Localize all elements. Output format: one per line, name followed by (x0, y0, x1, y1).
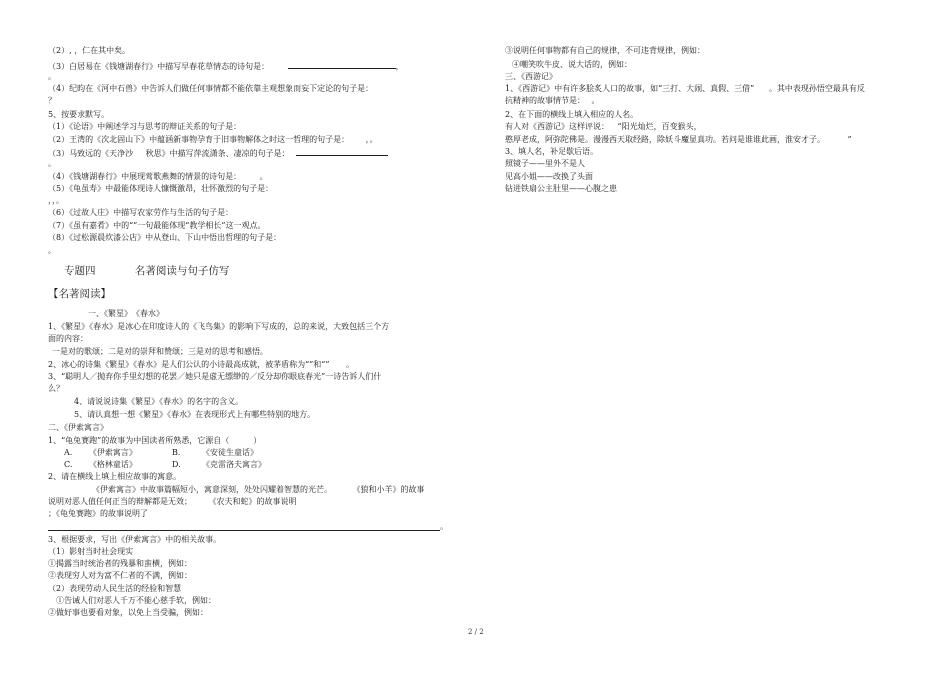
text-line: ？ (48, 96, 56, 105)
question-text: 《狼和小羊》的故事 (352, 485, 425, 494)
text-line: 。 (48, 246, 56, 255)
page-number: 2 / 2 (468, 628, 484, 636)
punctuation: ，。 (365, 135, 378, 144)
answer-blank[interactable] (288, 60, 396, 69)
text-line: 2、在下面的横线上填入相应的人名。 (505, 110, 639, 119)
question-text: 2、冰心的诗集《繁星》《春水》是人们公认的小诗最高成就，被茅盾称为“”和“” (48, 360, 330, 369)
punctuation: ” (847, 135, 852, 144)
text-line (48, 497, 297, 507)
punctuation: 。 (440, 522, 448, 531)
text-line: 5、请认真想一想《繁星》《春水》在表现形式上有哪些特别的地方。 (74, 410, 316, 419)
text-line: 见高小姐——改换了头面 (505, 172, 593, 181)
text-line (48, 147, 388, 159)
question-text: 。其中表现孙悟空最具有反 (768, 84, 865, 93)
question-text: 1、《西游记》中有许多脍炙人口的故事，如“三打、大闹、真假、三借” (505, 84, 755, 93)
answer-blank[interactable] (48, 530, 440, 531)
question-text: （2）王湾的《次北固山下》中蕴涵新事物孕育于旧事物解体之时这一哲理的句子是： (48, 135, 350, 144)
text-line: 。 (48, 72, 56, 81)
text-line: ③说明任何事物都有自己的规律，不可违背规律，例如： (505, 46, 705, 55)
text-line: （1）影射当时社会现实 (48, 547, 134, 556)
text-line (505, 122, 702, 132)
question-text: 憨厚老成，阿弥陀佛是。漫漫西天取经路，除妖斗魔显真功。若问是谁谁此画，淮安才子。 (505, 135, 825, 144)
question-text: 秋思》中描写萍流潇条、凄凉的句子是： (145, 149, 290, 158)
question-text: （4）《钱塘湖春行》中展现莺歌燕舞的情景的诗句是： (48, 172, 242, 181)
punctuation: 。 (591, 96, 600, 105)
text-line: ；《龟兔赛跑》的故事说明了 (48, 509, 148, 518)
question-text: 有人对《西游记》这样评说： (505, 122, 609, 131)
text-line: 3、“聪明人／抛弃你手里幻想的花罢／她只是虚无缥缈的／反分却你眼底春光”一诗告诉人们什 (48, 372, 382, 381)
text-line: ②表现穷人对为富不仁者的不满，例如： (48, 571, 192, 580)
topic-title: 名著阅读与句子仿写 (134, 265, 230, 277)
text-line: （6）《过故人庄》中描写农家劳作与生活的句子是： (48, 208, 234, 217)
option-row (64, 460, 266, 470)
subsection-heading: 一、《繁星》 《春水》 (88, 309, 164, 318)
text-line: ，，。 (48, 196, 64, 205)
option-text[interactable]: 《克雷洛夫寓言》 (202, 460, 266, 469)
punctuation: ， (395, 62, 404, 71)
text-line: 3、根据要求，写出《伊索寓言》中的相关故事。 (48, 535, 222, 544)
option-row (64, 448, 258, 458)
text-line: 面的内容： (48, 334, 88, 343)
question-text: “阳光灿烂，百变猴头， (617, 122, 702, 131)
text-line: 1、《繁星》《春水》是冰心在印度诗人的《飞鸟集》的影响下写成的，总的来说，大致包括三个方 (48, 322, 390, 331)
text-line: 5、按要求默写。 (48, 110, 110, 119)
text-line: 。 (48, 159, 56, 168)
text-line (505, 96, 600, 106)
option-text[interactable]: 《安徒生童话》 (202, 448, 258, 457)
text-line: 照镜子——里外不是人 (505, 159, 585, 168)
answer-blank[interactable] (296, 147, 388, 156)
option-letter: A. (64, 448, 73, 457)
punctuation: 。 (346, 360, 354, 369)
text-line: 一是对的歌颂；二是对的崇拜和赞颂；三是对的思考和感悟。 (52, 347, 268, 356)
text-line (92, 485, 425, 495)
text-line: （2）表现劳动人民生活的经验和智慧 (48, 584, 182, 593)
question-text: （3）马致远的《天净沙 (48, 149, 134, 158)
text-line (505, 135, 852, 145)
text-line: ②做好事也要看对象，以免上当受骗，例如： (48, 608, 208, 617)
text-line: （1）《论语》中阐述学习与思考的辩证关系的句子是： (48, 122, 242, 131)
option-text[interactable]: 《伊索寓言》 (88, 448, 137, 457)
topic-heading (64, 265, 229, 278)
option-letter: D. (172, 460, 181, 469)
text-line (48, 172, 268, 182)
topic-number: 专题四 (64, 265, 96, 277)
text-line (48, 135, 378, 145)
option-letter: B. (172, 448, 181, 457)
text-line: 2、请在横线上填上相应故事的寓意。 (48, 472, 182, 481)
question-text: （3）白居易在《钱塘湖春行》中描写早春花草情态的诗句是： (48, 62, 270, 71)
text-line: 钻进铁扇公主肚里——心腹之患 (505, 184, 617, 193)
option-text[interactable]: 《格林童话》 (88, 460, 137, 469)
text-line: （2）, ，仁在其中矣。 (48, 46, 131, 55)
text-line: （4）纪昀在《河中石兽》中告诉人们做任何事情都不能依靠主观想象而妄下定论的句子是： (48, 84, 374, 93)
question-text: 说明对恶人值任何正当的辩解都是无效； (48, 497, 192, 506)
subsection-heading: 三、《西游记》 (505, 72, 557, 81)
text-line: ①揭露当时统治者的残暴和蛮横，例如： (48, 559, 192, 568)
text-line: （8）《过松源晨炊漆公店》中从登山、下山中悟出哲理的句子是： (48, 233, 282, 242)
text-line: ①告诫人们对恶人千万不能心慈手软，例如： (56, 596, 216, 605)
option-letter: C. (64, 460, 73, 469)
text-line (48, 60, 404, 72)
punctuation: 。 (259, 172, 268, 181)
text-line: （7）《虽有嘉肴》中的“”一句最能体现“教学相长”这一观点。 (48, 221, 266, 230)
text-line: ④嘲笑吹牛皮、说大话的，例如： (512, 60, 632, 69)
text-line (505, 84, 865, 94)
text-line (48, 360, 354, 370)
text-line: 么？ (48, 384, 64, 393)
subsection-heading: 二、《伊索寓言》 (48, 423, 108, 432)
text-line: 4、请说说诗集《繁星》《春水》的名字的含义。 (74, 397, 244, 406)
text-line: 3、填人名，补足歇后语。 (505, 147, 599, 156)
text-line: （5）《龟虽寿》中最能体现诗人慷慨激昂，壮怀激烈的句子是： (48, 184, 274, 193)
question-text: 《农夫和蛇》的故事说明 (208, 497, 297, 506)
question-text: 《伊索寓言》中故事篇幅短小，寓意深刻，处处闪耀着智慧的光芒。 (92, 485, 332, 494)
question-text: 抗精神的故事情节是： (505, 96, 585, 105)
section-heading: 【名著阅读】 (48, 288, 111, 300)
text-line: 1、“龟兔赛跑”的故事为中国读者所熟悉，它源自（ ） (48, 436, 262, 445)
